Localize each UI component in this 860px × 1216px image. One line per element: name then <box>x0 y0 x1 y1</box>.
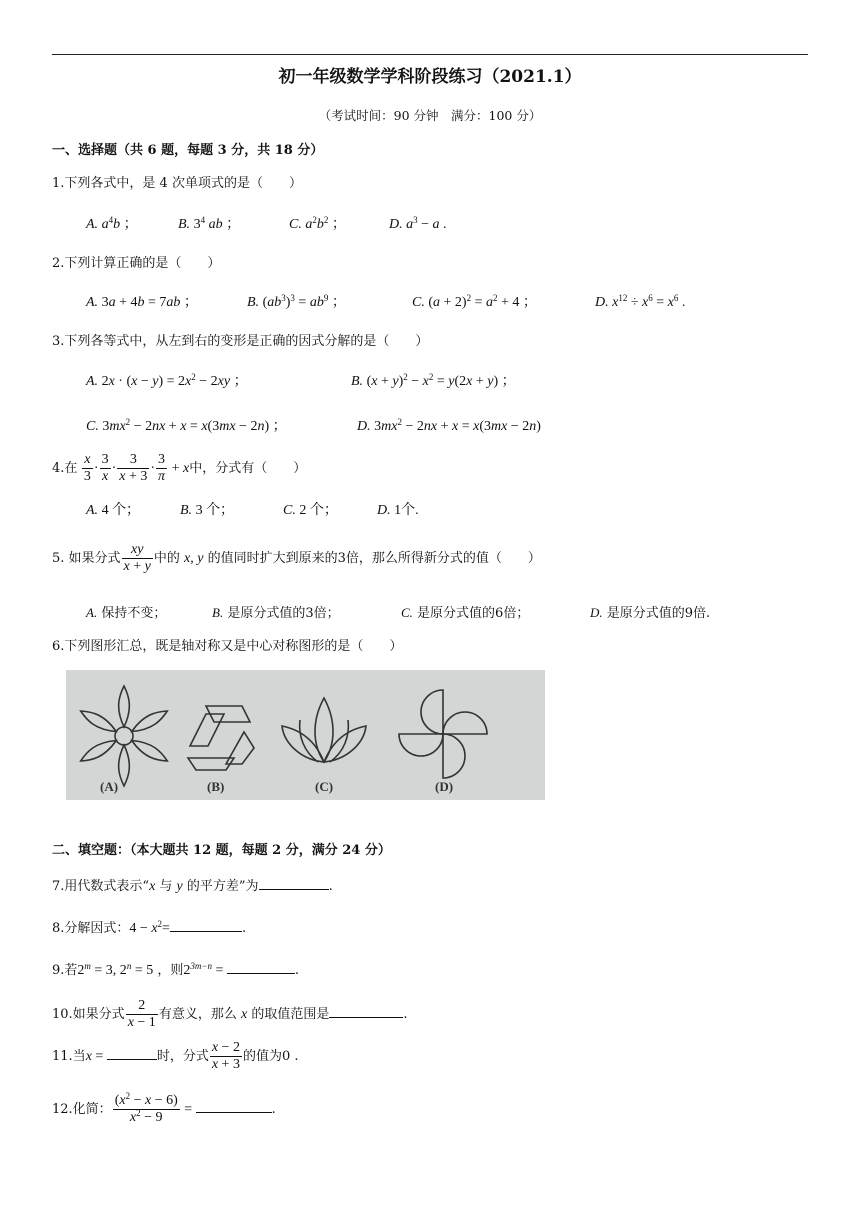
q3-option-b: B. $(x + y)^2 - x^2 = y(2x + y)$ ； <box>351 372 516 389</box>
q3-option-d: D. $3mx^2 - 2nx + x = x(3mx - 2n)$ <box>357 417 541 434</box>
q1-option-c: C. $a^2b^2$ ； <box>289 215 346 232</box>
q3-option-a: A. $2x \cdot (x - y) = 2x^2 - 2xy$ ； <box>86 372 248 389</box>
q5-option-c: C. 是原分式值的6倍； <box>401 605 530 621</box>
question-3-stem: 3.下列各等式中，从左到右的变形是正确的因式分解的是（ ） <box>52 334 429 349</box>
figure-a-flower-icon <box>78 686 170 786</box>
question-9: 9.若$2^m = 3$, $2^n = 5$ ，则$2^{3m-n}$ = . <box>52 961 299 978</box>
top-rule <box>52 54 808 55</box>
figure-label-c: (C) <box>315 779 334 794</box>
figure-d-pinwheel-icon <box>399 690 487 778</box>
question-6-stem: 6.下列图形汇总，既是轴对称又是中心对称图形的是（ ） <box>52 639 403 654</box>
q1-option-b: B. $3^4$ ab ； <box>178 215 241 232</box>
question-1-stem: 1.下列各式中，是 4 次单项式的是（ ） <box>52 176 302 191</box>
q4-option-d: D. 1个. <box>377 503 419 518</box>
q12-answer-blank[interactable] <box>196 1100 272 1113</box>
q9-answer-blank[interactable] <box>227 961 295 974</box>
q5-option-a: A. 保持不变； <box>86 605 167 621</box>
question-10: 10.如果分式 $\frac{2}{x - 1}$ 有意义，那么 x 的取值范围是 . <box>52 998 408 1031</box>
q5-option-d: D. 是原分式值的9倍. <box>590 605 711 621</box>
question-8: 8.分解因式：$4 - x^2=$ . <box>52 919 247 936</box>
question-4-stem: 4.在 $\frac{x}{3}$ · $\frac{3}{x}$ · $\frac{3}{x + 3}$ · $\frac{3}{\pi}$ + x中，分式有（ ） <box>52 452 307 485</box>
figure-label-d: (D) <box>435 779 454 794</box>
q6-figure <box>66 670 545 800</box>
q6-figure-svg <box>66 670 545 800</box>
q2-option-c: C. $(a + 2)^2 = a^2 + 4$ ； <box>412 293 537 310</box>
q2-option-d: D. $x^{12} \div x^6 = x^6$ . <box>595 293 686 310</box>
q1-option-d: D. $a^3 - a$ . <box>389 215 447 232</box>
question-11: 11.当x = 时，分式 $\frac{x - 2}{x + 3}$ 的值为0 . <box>52 1040 299 1073</box>
q11-answer-blank[interactable] <box>107 1047 157 1060</box>
figure-b-recycle-icon <box>188 706 254 770</box>
q10-answer-blank[interactable] <box>329 1005 403 1018</box>
q5-option-b: B. 是原分式值的3倍； <box>212 605 340 621</box>
q2-option-b: B. $(ab^3)^3 = ab^9$ ； <box>247 293 346 310</box>
q1-option-a: A. $a^4b$ ； <box>86 215 138 232</box>
figure-label-a: (A) <box>100 779 119 794</box>
question-12: 12.化简： $\frac{(x^2 - x - 6)}{x^2 - 9}$ = . <box>52 1091 276 1126</box>
figure-c-lotus-icon <box>282 698 366 762</box>
page-title: 初一年级数学学科阶段练习（2021.1） <box>278 67 582 87</box>
question-2-stem: 2.下列计算正确的是（ ） <box>52 256 221 271</box>
section-1-heading: 一、选择题（共 6 题，每题 3 分，共 18 分） <box>52 143 324 158</box>
q2-option-a: A. 3a + 4b = 7ab ； <box>86 295 198 310</box>
section-2-heading: 二、填空题：（本大题共 12 题，每题 2 分，满分 24 分） <box>52 843 391 858</box>
q8-answer-blank[interactable] <box>170 919 242 932</box>
q4-option-c: C. 2 个； <box>283 503 338 518</box>
q3-option-c: C. $3mx^2 - 2nx + x = x(3mx - 2n)$ ； <box>86 417 287 434</box>
q4-option-a: A. 4 个； <box>86 503 141 518</box>
figure-label-b: (B) <box>207 779 225 794</box>
q4-option-b: B. 3 个； <box>180 503 235 518</box>
question-5-stem: 5. 如果分式 $\frac{xy}{x + y}$ 中的 x, y 的值同时扩大到原来的3倍，那么所得新分式的值（ ） <box>52 542 541 575</box>
question-7: 7.用代数式表示“x 与 y 的平方差”为 . <box>52 879 333 894</box>
exam-info: （考试时间：90 分钟 满分：100 分） <box>318 108 542 123</box>
q7-answer-blank[interactable] <box>259 877 329 890</box>
